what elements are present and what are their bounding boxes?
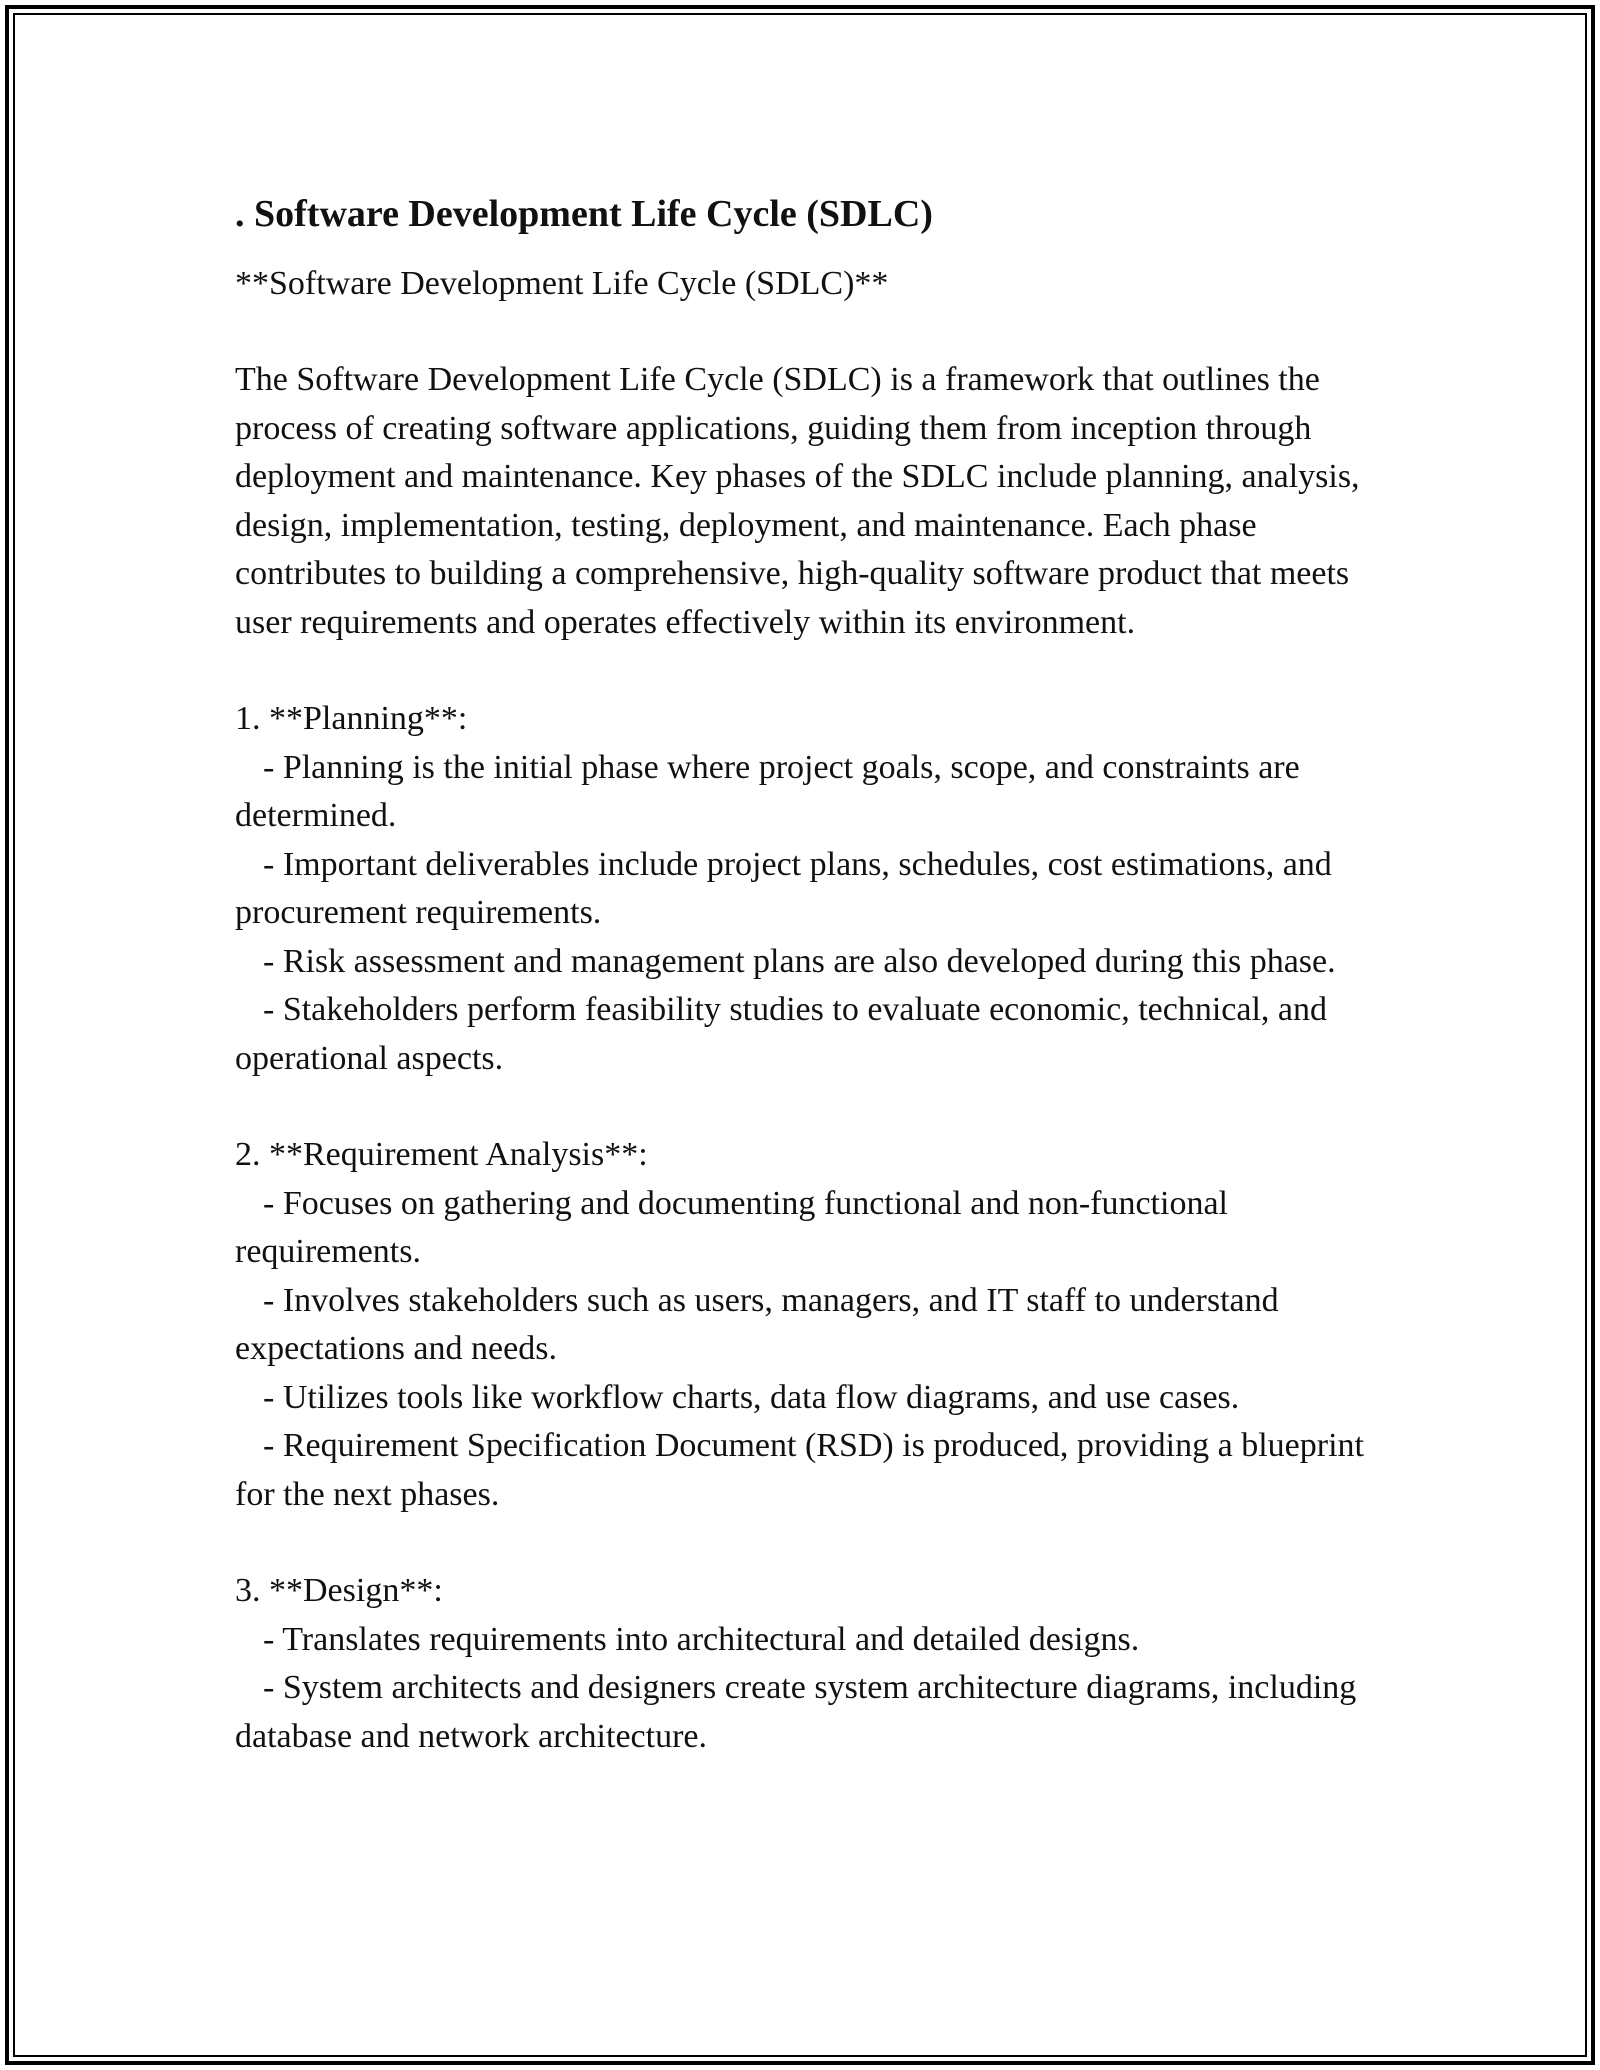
section-design xyxy=(235,1567,1395,1761)
intro-paragraph: The Software Development Life Cycle (SDLC) is a framework that outlines the process of creating software applications, guiding them from inception through deployment and maintenance. Key phases of the SDLC include planning, analysis, design, implementation, testing, deployment, and maintenance. Each phase contributes to building a comprehensive, high-quality software product that meets user requirements and operates effectively within its environment. xyxy=(235,361,1360,641)
section-heading: 2. **Requirement Analysis**: xyxy=(235,1136,648,1173)
list-item: - Risk assessment and management plans are also developed during this phase. xyxy=(263,942,1336,980)
document-body xyxy=(235,186,1395,1761)
section-heading: 3. **Design**: xyxy=(235,1572,443,1609)
list-item: - Utilizes tools like workflow charts, data flow diagrams, and use cases. xyxy=(263,1378,1240,1416)
list-item: - Planning is the initial phase where project goals, scope, and constraints are determined. xyxy=(235,748,1300,834)
document-title: . Software Development Life Cycle (SDLC) xyxy=(235,193,933,235)
section-planning xyxy=(235,695,1395,1083)
document-subtitle: **Software Development Life Cycle (SDLC)** xyxy=(235,265,889,302)
section-requirement-analysis xyxy=(235,1131,1395,1519)
list-item: - Important deliverables include project plans, schedules, cost estimations, and procurement requirements. xyxy=(235,845,1332,931)
list-item: - Translates requirements into architectural and detailed designs. xyxy=(263,1620,1140,1658)
list-item: - Requirement Specification Document (RSD) is produced, providing a blueprint for the next phases. xyxy=(235,1427,1364,1513)
section-heading: 1. **Planning**: xyxy=(235,700,468,737)
list-item: - Focuses on gathering and documenting functional and non-functional requirements. xyxy=(235,1184,1228,1270)
list-item: - Stakeholders perform feasibility studies to evaluate economic, technical, and operational aspects. xyxy=(235,991,1328,1077)
list-item: - System architects and designers create system architecture diagrams, including database and network architecture. xyxy=(235,1669,1357,1755)
list-item: - Involves stakeholders such as users, managers, and IT staff to understand expectations and needs. xyxy=(235,1281,1279,1367)
